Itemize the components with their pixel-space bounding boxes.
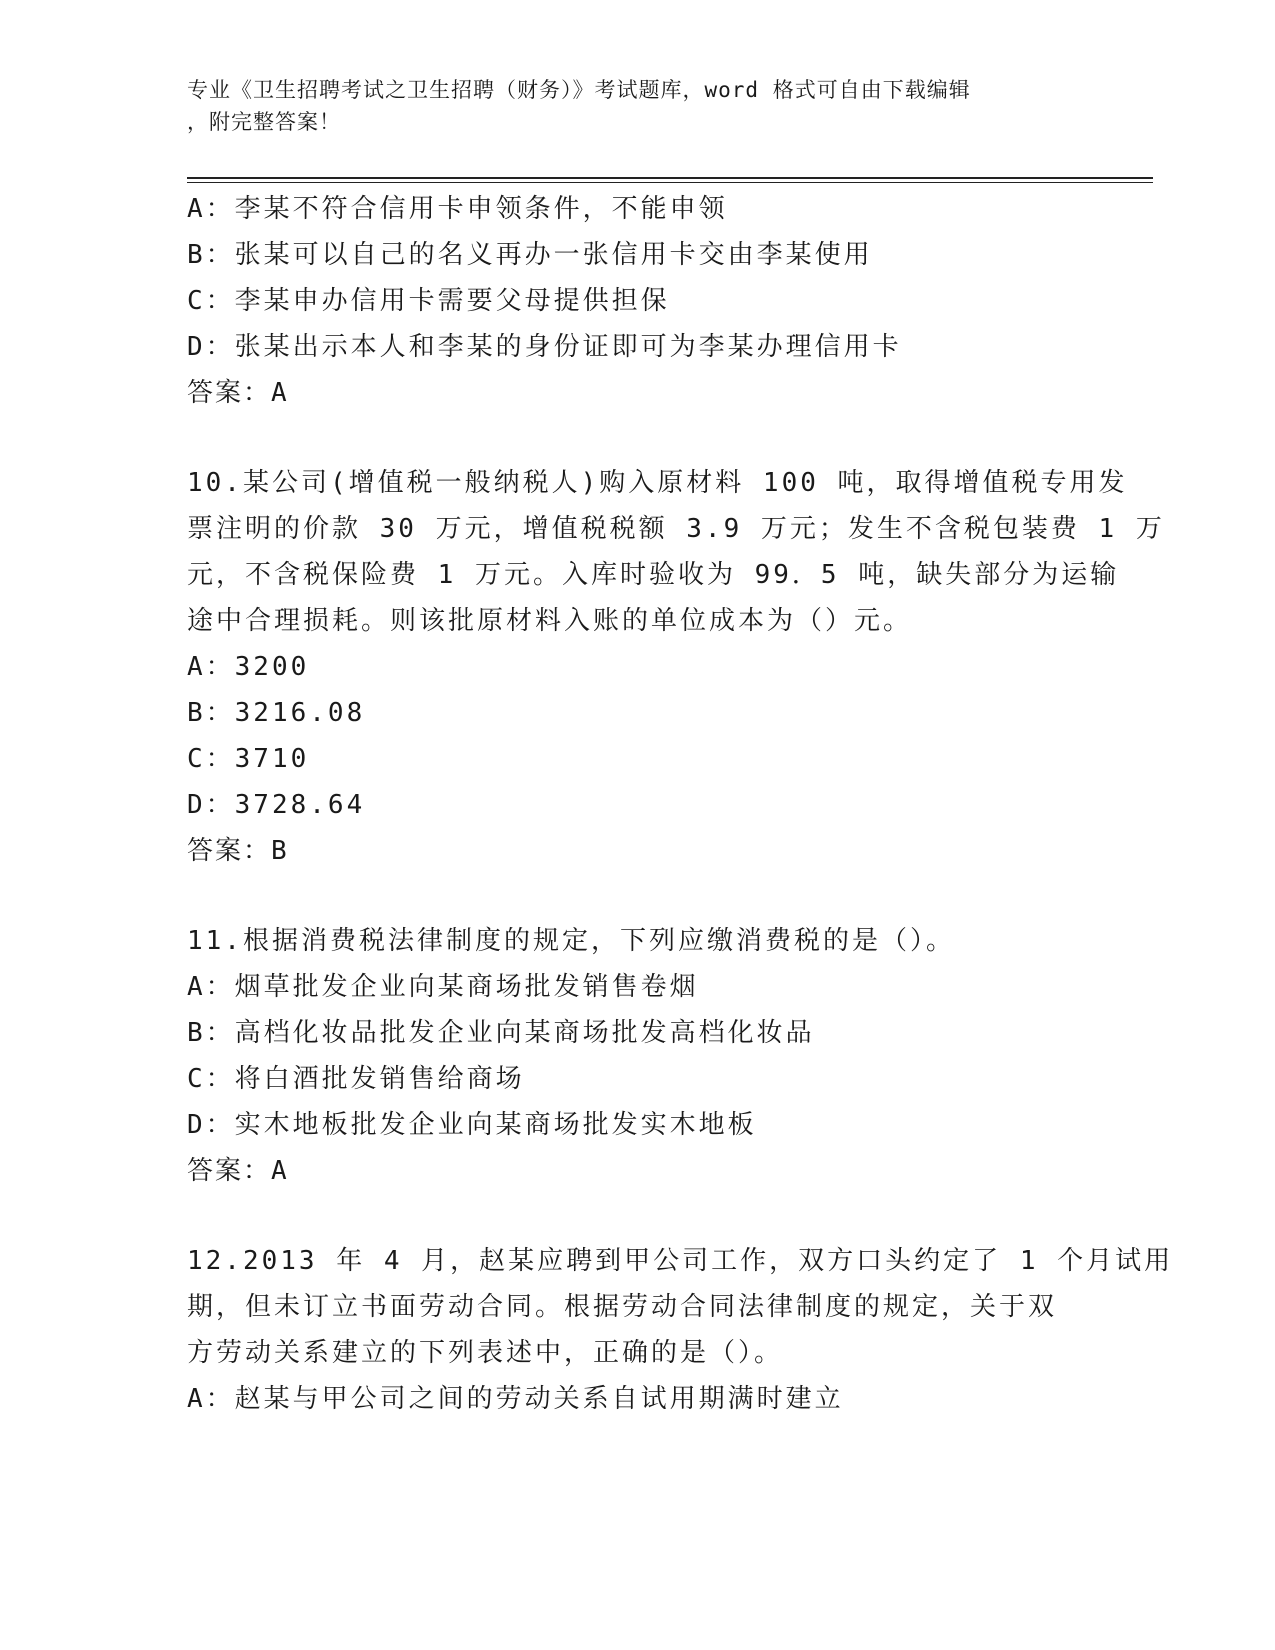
option-d: D：张某出示本人和李某的身份证即可为李某办理信用卡 — [187, 332, 902, 362]
option-b: B：3216.08 — [187, 698, 366, 728]
header-divider — [187, 177, 1153, 183]
question-stem-line: 元，不含税保险费 1 万元。入库时验收为 99．5 吨，缺失部分为运输 — [187, 560, 1120, 590]
question-stem-line: 途中合理损耗。则该批原材料入账的单位成本为（）元。 — [187, 606, 913, 636]
header-line-1: 专业《卫生招聘考试之卫生招聘（财务）》考试题库，word 格式可自由下载编辑 — [187, 78, 971, 102]
option-a: A：赵某与甲公司之间的劳动关系自试用期满时建立 — [187, 1384, 844, 1414]
document-header — [187, 74, 1067, 138]
question-content — [187, 186, 1174, 1422]
option-c: C：将白酒批发销售给商场 — [187, 1064, 525, 1094]
question-stem-line: 票注明的价款 30 万元，增值税税额 3.9 万元；发生不含税包装费 1 万 — [187, 514, 1165, 544]
option-a: A：3200 — [187, 652, 310, 682]
question-9-tail — [187, 186, 1087, 416]
option-b: B：高档化妆品批发企业向某商场批发高档化妆品 — [187, 1018, 815, 1048]
question-12 — [187, 1238, 1174, 1422]
option-a: A：烟草批发企业向某商场批发销售卷烟 — [187, 972, 699, 1002]
option-a: A：李某不符合信用卡申领条件，不能申领 — [187, 194, 728, 224]
answer-label: 答案：A — [187, 378, 289, 408]
question-stem-line: 10.某公司(增值税一般纳税人)购入原材料 100 吨，取得增值税专用发 — [187, 468, 1128, 498]
question-stem-line: 12.2013 年 4 月，赵某应聘到甲公司工作，双方口头约定了 1 个月试用 — [187, 1246, 1174, 1276]
question-stem-line: 11.根据消费税法律制度的规定，下列应缴消费税的是（）。 — [187, 926, 955, 956]
option-b: B：张某可以自己的名义再办一张信用卡交由李某使用 — [187, 240, 873, 270]
option-d: D：实木地板批发企业向某商场批发实木地板 — [187, 1110, 757, 1140]
answer-label: 答案：B — [187, 836, 289, 866]
answer-label: 答案：A — [187, 1156, 289, 1186]
question-11 — [187, 918, 1087, 1194]
option-c: C：3710 — [187, 744, 310, 774]
option-c: C：李某申办信用卡需要父母提供担保 — [187, 286, 670, 316]
question-stem-line: 方劳动关系建立的下列表述中，正确的是（）。 — [187, 1338, 784, 1368]
question-stem-line: 期，但未订立书面劳动合同。根据劳动合同法律制度的规定，关于双 — [187, 1292, 1058, 1322]
question-10 — [187, 460, 1165, 874]
header-line-2: ，附完整答案！ — [187, 110, 341, 134]
option-d: D：3728.64 — [187, 790, 366, 820]
